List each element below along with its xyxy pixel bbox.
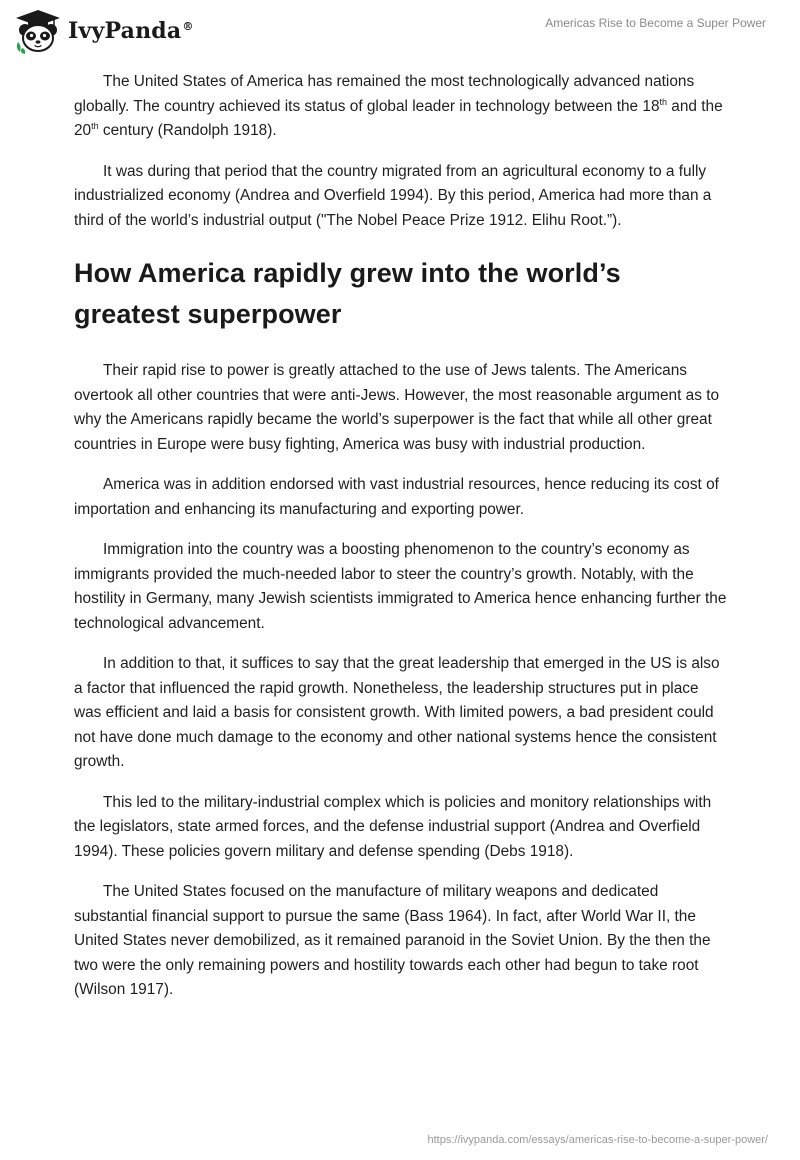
paragraph-8: The United States focused on the manufacture of military weapons and dedicated substantial financial support to pursue the same (Bass 1964). In fact, after World War II, the United States never demobilized, as it remained paranoid in the Soviet Union. By the then the two were the only remaining powers and hostility towards each other had begun to take root (Wilson 1917). — [74, 883, 711, 998]
document-title: Americas Rise to Become a Super Power — [545, 16, 766, 30]
paragraph-5: Immigration into the country was a boosting phenomenon to the country’s economy as immigrants provided the much-needed labor to steer the country’s growth. Notably, with the hostility in Germany, many Jewish scientists immigrated to America hence enhancing further the technological advancement. — [74, 541, 727, 632]
logo-wordmark: IvyPanda® — [68, 18, 194, 44]
paragraph-2: It was during that period that the country migrated from an agricultural economy to a fully industrialized economy (Andrea and Overfield 1994). By this period, America had more than a third of the world’s industrial output ("The Nobel Peace Prize 1912. Elihu Root.”). — [74, 162, 712, 229]
paragraph-7: This led to the military-industrial complex which is policies and monitory relationships with the legislators, state armed forces, and the defense industrial support (Andrea and Overfield 1994). These policies govern military and defense spending (Debs 1918). — [74, 793, 712, 860]
page-header — [0, 0, 800, 64]
paragraph-1: The United States of America has remained the most technologically advanced nations globally. The country achieved its status of global leader in technology between the 18th and the 20th century (Randolph 1918). — [74, 73, 723, 139]
paragraph-3: Their rapid rise to power is greatly attached to the use of Jews talents. The Americans overtook all other countries that were anti-Jews. However, the most reasonable argument as to why the Americans rapidly became the world’s superpower is the fact that while all other great countries in Europe were busy fighting, America was busy with industrial production. — [74, 362, 720, 453]
essay-body — [74, 70, 728, 1019]
panda-graduate-icon — [14, 8, 62, 54]
paragraph-6: In addition to that, it suffices to say that the great leadership that emerged in the US is also a factor that influenced the rapid growth. Nonetheless, the leadership structures put in place was efficient and laid a basis for consistent growth. With limited powers, a bad president could not have done much damage to the economy and other national systems hence the consistent growth. — [74, 655, 720, 770]
source-url[interactable]: https://ivypanda.com/essays/americas-rise-to-become-a-super-power/ — [427, 1134, 768, 1146]
ivypanda-logo[interactable] — [14, 8, 194, 54]
paragraph-4: America was in addition endorsed with vast industrial resources, hence reducing its cost of importation and enhancing its manufacturing and exporting power. — [74, 476, 719, 518]
registered-mark: ® — [182, 19, 194, 33]
section-heading: How America rapidly grew into the world’s greatest superpower — [74, 258, 621, 329]
